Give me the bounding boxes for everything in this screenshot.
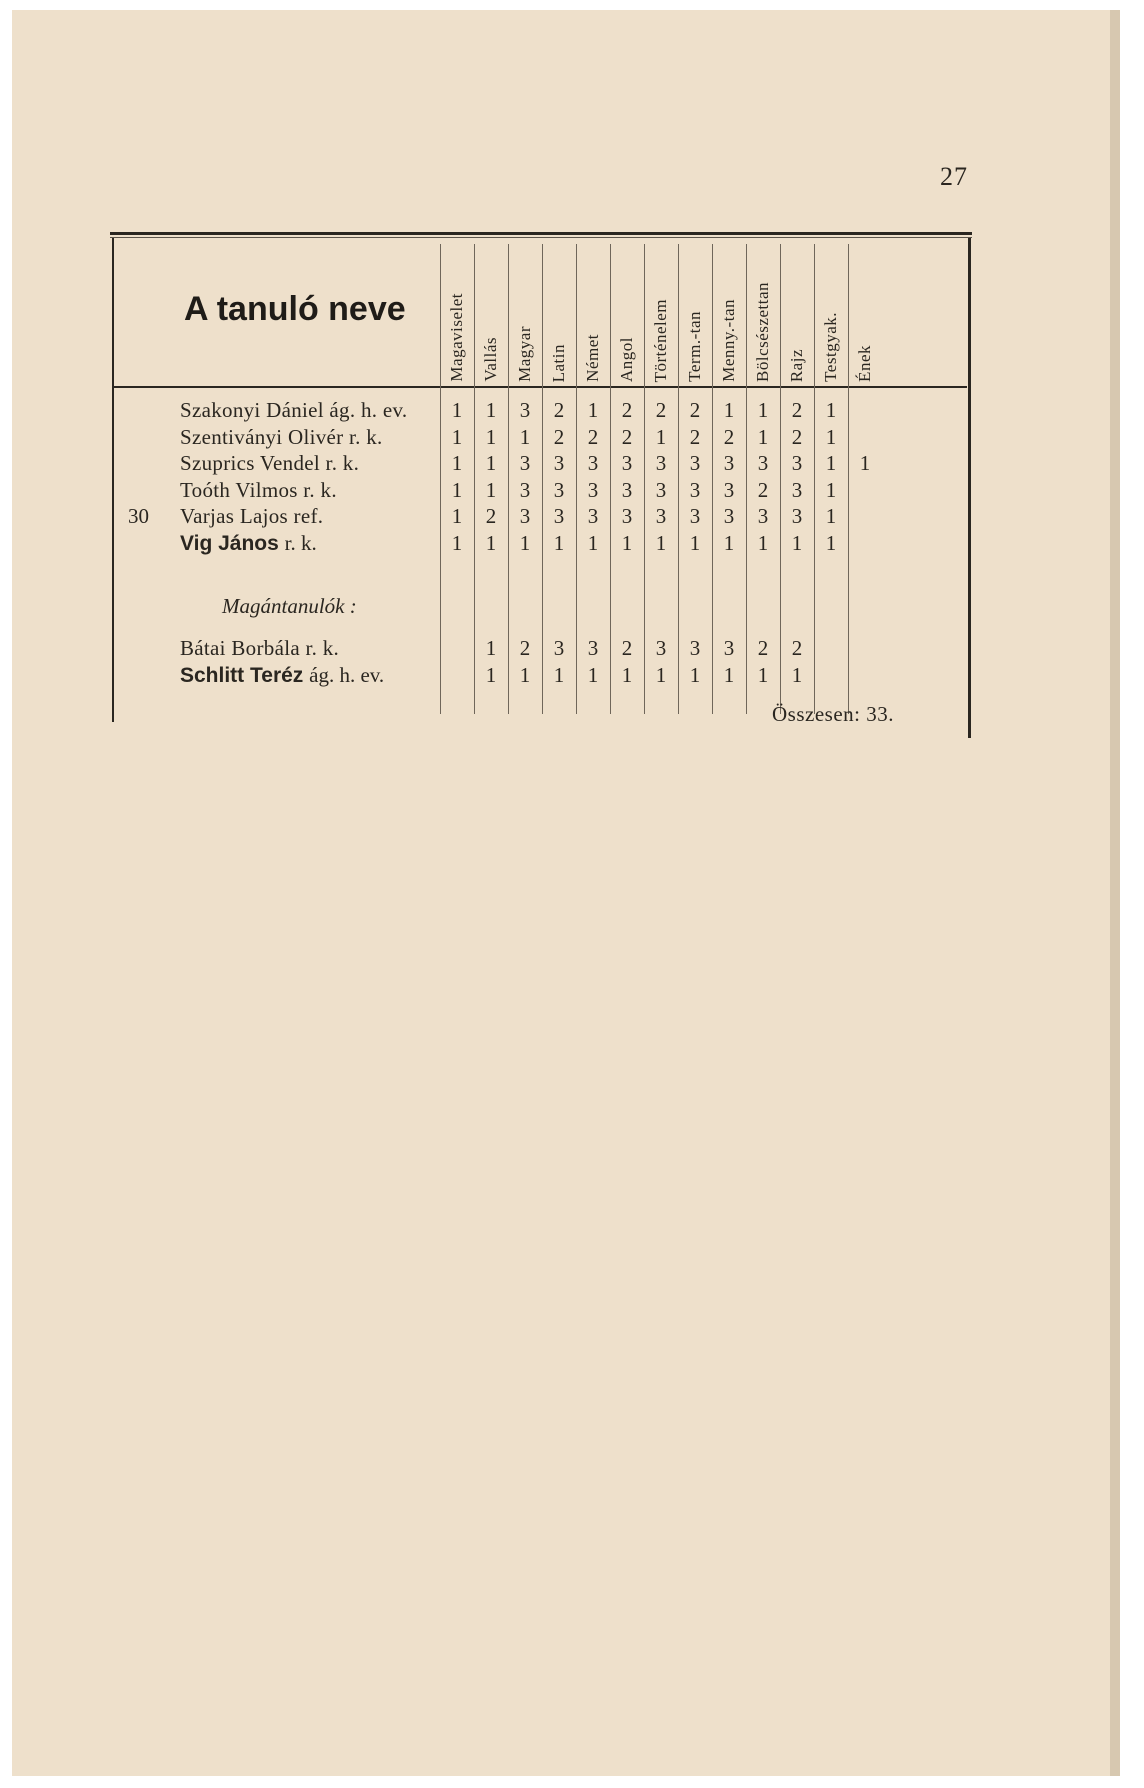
grade-cell: 1 — [757, 663, 769, 687]
student-name-bold: Schlitt Teréz — [180, 664, 310, 687]
grade-cell: 3 — [791, 477, 803, 502]
grade-cell: 1 — [621, 530, 633, 555]
subject-header — [440, 244, 474, 382]
subject-header — [814, 244, 848, 382]
grade-cell: 1 — [757, 530, 769, 555]
grade-cell: 1 — [689, 530, 701, 555]
subject-header-label: Term.-tan — [685, 311, 704, 382]
grade-cell: 2 — [791, 424, 803, 449]
page-number: 27 — [940, 162, 968, 191]
student-name: Szentiványi Olivér r. k. — [180, 424, 383, 449]
grade-cell: 2 — [689, 398, 701, 422]
grade-cell: 1 — [519, 424, 531, 449]
subject-header-label: Magaviselet — [447, 293, 466, 382]
subject-header — [610, 244, 644, 382]
grade-cell: 1 — [655, 530, 667, 555]
grade-cell: 1 — [587, 663, 599, 687]
grade-cell: 3 — [655, 504, 667, 528]
grade-cell: 1 — [757, 398, 769, 422]
row-number: 30 — [128, 504, 149, 528]
grade-cell: 1 — [621, 663, 633, 687]
grade-cell: 1 — [825, 424, 837, 449]
subject-header-label: Menny.-tan — [719, 299, 738, 382]
grade-cell: 1 — [451, 398, 463, 422]
table-row — [104, 504, 974, 532]
subject-header — [474, 244, 508, 382]
table-row — [104, 451, 974, 479]
student-name: Varjas Lajos ref. — [180, 504, 324, 528]
student-name-bold: Vig János — [180, 531, 285, 555]
subject-header-label: Latin — [549, 343, 568, 382]
grade-cell: 3 — [757, 504, 769, 528]
subject-header — [576, 244, 610, 382]
grade-cell: 3 — [553, 504, 565, 528]
grade-cell: 2 — [791, 636, 803, 660]
grade-cell: 1 — [451, 530, 463, 555]
grade-cell: 1 — [485, 424, 497, 449]
grade-cell: 3 — [689, 451, 701, 475]
grade-cell: 3 — [655, 451, 667, 475]
table-row — [104, 398, 974, 426]
student-name: Szakonyi Dániel ág. h. ev. — [180, 398, 408, 422]
table-row — [104, 636, 974, 664]
student-denomination: ág. h. ev. — [309, 663, 385, 687]
grade-cell: 1 — [485, 663, 497, 687]
grade-cell: 3 — [519, 398, 531, 422]
grade-cell: 3 — [587, 451, 599, 475]
grade-cell: 1 — [825, 504, 837, 528]
table-row — [104, 425, 974, 453]
grade-cell: 3 — [655, 636, 667, 660]
grade-cell: 3 — [519, 477, 531, 502]
subject-header — [712, 244, 746, 382]
grade-cell: 2 — [723, 424, 735, 449]
table-row — [104, 478, 974, 506]
subject-header-label: Ének — [855, 345, 874, 382]
grade-cell: 2 — [587, 424, 599, 449]
grade-cell: 3 — [553, 477, 565, 502]
student-name: Toóth Vilmos r. k. — [180, 477, 337, 502]
grade-cell: 2 — [757, 477, 769, 502]
grade-cell: 3 — [723, 504, 735, 528]
student-name — [180, 663, 384, 688]
grade-table — [104, 230, 979, 730]
grade-cell: 3 — [587, 504, 599, 528]
grade-cell: 1 — [859, 451, 871, 475]
grade-cell: 2 — [621, 398, 633, 422]
subject-header — [848, 244, 882, 382]
grade-cell: 3 — [553, 451, 565, 475]
grade-cell: 1 — [519, 530, 531, 555]
grade-cell: 1 — [655, 424, 667, 449]
grade-cell: 2 — [553, 424, 565, 449]
grade-cell: 1 — [587, 530, 599, 555]
grade-cell: 3 — [689, 477, 701, 502]
subject-header-label: Rajz — [787, 348, 806, 382]
grade-cell: 3 — [519, 504, 531, 528]
subject-header-label: Történelem — [651, 298, 670, 382]
grade-cell: 3 — [791, 451, 803, 475]
grade-cell: 1 — [485, 398, 497, 422]
subject-header — [746, 244, 780, 382]
total-count: Összesen: 33. — [772, 702, 894, 726]
subject-header-label: Bölcsészettan — [753, 282, 772, 382]
grade-cell: 1 — [553, 530, 565, 555]
grade-cell: 1 — [825, 398, 837, 422]
grade-cell: 1 — [451, 504, 463, 528]
grade-cell: 3 — [723, 477, 735, 502]
grade-cell: 3 — [723, 636, 735, 660]
grade-cell: 1 — [655, 663, 667, 687]
grade-cell: 1 — [485, 451, 497, 475]
student-name: Bátai Borbála r. k. — [180, 636, 340, 660]
subject-header-label: Angol — [617, 337, 636, 382]
grade-cell: 1 — [485, 636, 497, 660]
grade-cell: 3 — [519, 451, 531, 475]
subject-header — [542, 244, 576, 382]
grade-cell: 3 — [723, 451, 735, 475]
table-row — [104, 531, 974, 559]
grade-cell: 3 — [587, 477, 599, 502]
grade-cell: 3 — [757, 451, 769, 475]
grade-cell: 1 — [485, 530, 497, 555]
grade-cell: 3 — [791, 504, 803, 528]
grade-cell: 2 — [689, 424, 701, 449]
page — [12, 10, 1120, 1776]
grade-cell: 1 — [587, 398, 599, 422]
grade-cell: 1 — [723, 530, 735, 555]
table-top-rule-thin — [110, 237, 972, 238]
grade-cell: 1 — [451, 477, 463, 502]
grade-cell: 3 — [655, 477, 667, 502]
private-students-label: Magántanulók : — [222, 594, 357, 618]
subject-header — [644, 244, 678, 382]
grade-cell: 2 — [655, 398, 667, 422]
table-top-rule — [110, 232, 972, 235]
grade-cell: 1 — [791, 530, 803, 555]
grade-cell: 1 — [825, 530, 837, 555]
grade-cell: 2 — [553, 398, 565, 422]
grade-cell: 2 — [621, 636, 633, 660]
grade-cell: 1 — [451, 451, 463, 475]
grade-cell: 1 — [689, 663, 701, 687]
grade-cell: 1 — [451, 424, 463, 449]
grade-cell: 2 — [757, 636, 769, 660]
subject-header — [678, 244, 712, 382]
grade-cell: 1 — [757, 424, 769, 449]
subject-header-label: Magyar — [515, 326, 534, 382]
subject-header-label: Testgyak. — [821, 312, 840, 382]
grade-cell: 1 — [825, 477, 837, 502]
grade-cell: 3 — [621, 504, 633, 528]
table-header-rule — [112, 386, 967, 388]
subject-header-label: Német — [583, 334, 602, 382]
grade-cell: 3 — [621, 477, 633, 502]
grade-cell: 1 — [723, 663, 735, 687]
subject-header — [780, 244, 814, 382]
grade-cell: 3 — [689, 636, 701, 660]
student-name: Szuprics Vendel r. k. — [180, 451, 360, 475]
grade-cell: 1 — [519, 663, 531, 687]
grade-cell: 3 — [553, 636, 565, 660]
subject-header — [508, 244, 542, 382]
grade-cell: 3 — [587, 636, 599, 660]
grade-cell: 3 — [689, 504, 701, 528]
grade-cell: 3 — [621, 451, 633, 475]
grade-cell: 2 — [519, 636, 531, 660]
grade-cell: 1 — [791, 663, 803, 687]
grade-cell: 2 — [485, 504, 497, 528]
grade-cell: 1 — [723, 398, 735, 422]
grade-cell: 2 — [621, 424, 633, 449]
name-column-header: A tanuló neve — [184, 290, 406, 328]
subject-header-label: Vallás — [481, 337, 500, 382]
grade-cell: 1 — [553, 663, 565, 687]
student-name — [180, 531, 317, 556]
student-denomination: r. k. — [284, 530, 317, 555]
grade-cell: 1 — [485, 477, 497, 502]
table-row — [104, 663, 974, 691]
grade-cell: 1 — [825, 451, 837, 475]
grade-cell: 2 — [791, 398, 803, 422]
